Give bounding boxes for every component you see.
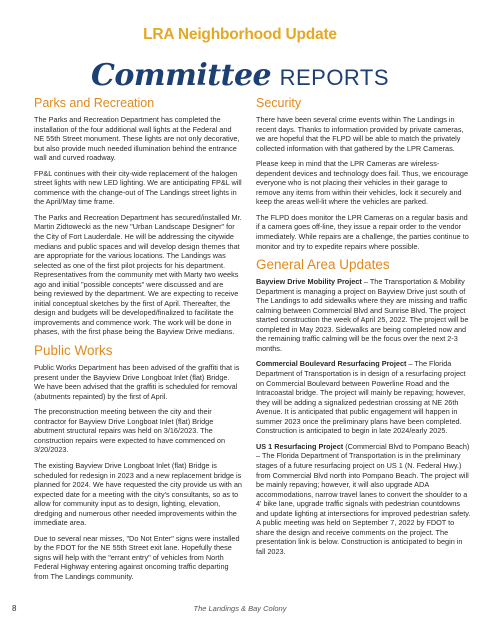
masthead-script-word: Committee bbox=[90, 58, 272, 93]
security-paragraph-1: There have been several crime events within The Landings in recent days. Thanks to information provided by private cameras, we are hopeful that the FLPD will be able to match the privately collected information with that gathered by the LPR Cameras. bbox=[256, 115, 464, 153]
public-works-heading: Public Works bbox=[34, 343, 113, 359]
newsletter-title: LRA Neighborhood Update bbox=[143, 26, 337, 43]
parks-paragraph-1: The Parks and Recreation Department has completed the installation of the four additional wall lights at the Federal and NE 55th Street monument. These lights are not only decorative, but also provide much needed illumination behind the entrance wall and curved roadway. bbox=[34, 115, 240, 163]
publication-name: The Landings & Bay Colony bbox=[193, 604, 287, 613]
general-item-commercial-text: – The Florida Department of Transportation is in design of a resurfacing project on Commercial Boulevard between Powerline Road and the Intracoastal bridge. The project will mainly be repaving; however, they will be adding a signalized pedestrian crossing at NE 26th Avenue. It is anticipated that public engagement will happen in summer 2023 once the preliminary plans have been completed. Construction is anticipated to begin in late 2024/early 2025. bbox=[256, 359, 466, 436]
general-item-us1-title: US 1 Resurfacing Project bbox=[256, 441, 344, 451]
general-updates-heading: General Area Updates bbox=[256, 257, 390, 273]
masthead-caps-word: REPORTS bbox=[279, 65, 390, 90]
right-column bbox=[256, 96, 472, 562]
general-item-commercial-title: Commercial Boulevard Resurfacing Project bbox=[256, 359, 407, 369]
general-item-commercial bbox=[256, 359, 472, 435]
security-heading: Security bbox=[256, 96, 302, 110]
left-column bbox=[34, 96, 242, 588]
page-number: 8 bbox=[12, 604, 17, 613]
parks-heading: Parks and Recreation bbox=[34, 96, 155, 110]
general-item-bayview bbox=[256, 277, 472, 353]
works-paragraph-3: The existing Bayview Drive Longboat Inlet (flat) Bridge is scheduled for redesign in 2023 and a new replacement bridge is planned for 2024. We have requested the city provide us with an expected date for a meeting with the city's consultants, so as to allow for community input as to design, lighting, elevation, dredging and numerous other needed improvements within the immediate area. bbox=[34, 460, 242, 528]
works-paragraph-1: Public Works Department has been advised of the graffiti that is present under the Bayview Drive Longboat Inlet (flat) Bridge. We have been advised that the graffiti is scheduled for removal (abutments repainted) by the first of April. bbox=[34, 363, 240, 401]
security-paragraph-3: The FLPD does monitor the LPR Cameras on a regular basis and if a camera goes off-line, they issue a repair order to the vendor immediately. While repairs are a challenge, the parties continue to monitor and try to expedite repairs where possible. bbox=[256, 212, 469, 251]
general-item-us1-text: (Commercial Blvd to Pompano Beach) – The Florida Department of Transportation is in the preliminary stages of a future resurfacing project on US 1 (N. Federal Hwy.) from Commercial Blvd north into Pompano Beach. The project will be mainly repaving; however, it will also upgrade ADA accommodations, narrow travel lanes to convert the shoulder to a 4' bike lane, upgrade traffic signals with pedestrian countdowns and update lighting at intersections for improved pedestrian safety. A public meeting was held on September 7, 2022 by FDOT to share the design and receive comments on the project. The presentation link is below. Construction is anticipated to begin in fall 2023. bbox=[256, 441, 471, 556]
section-masthead bbox=[0, 58, 480, 93]
works-paragraph-4: Due to several near misses, "Do Not Enter" signs were installed by the FDOT for the NE 55th Street exit lane. Hopefully these signs will help with the "errant entry" of vehicles from North Federal Highway entering against oncoming traffic departing from The Landings community. bbox=[34, 533, 240, 581]
general-item-us1 bbox=[256, 442, 472, 557]
general-item-bayview-text: – The Transportation & Mobility Department is managing a project on Bayview Drive just south of The Landings to add sidewalks where they are missing and traffic calming between Commercial Blvd and Sunrise Blvd. The project started construction the week of April 25, 2022. The project will be completed in May 2023. Sidewalks are being completed now and the remaining traffic calming will be the focus over the next 2-3 months. bbox=[256, 277, 469, 353]
parks-paragraph-3: The Parks and Recreation Department has secured/installed Mr. Martin Zidtowecki as the new "Urban Landscape Designer" for the City of Fort Lauderdale. He will be addressing the citywide medians and public spaces and will develop design themes that are appropriate for the various locations. The Landings was selected as one of the first pilot projects for his department. Representatives from the community met with Marty two weeks ago and initial "possible concepts" were discussed and are being reviewed by the department. We are expecting to receive initial conceptual sketches by the first of April. Thereafter, the design and budgets will be developed/finalized to facilitate the improvements and commence work. The work will be done in phases, with the first phase being the Bayview Drive medians. bbox=[34, 212, 242, 337]
parks-paragraph-2: FP&L continues with their city-wide replacement of the halogen street lights with new LED lighting. We are anticipating FP&L will commence with the change-out of The Landings street lights in the April/May time frame. bbox=[34, 168, 242, 207]
general-item-bayview-title: Bayview Drive Mobility Project bbox=[256, 277, 362, 287]
security-paragraph-2: Please keep in mind that the LPR Cameras are wireless-dependent devices and technology does fail. Thus, we encourage everyone who is not placing their vehicles in their garage to remove any items from within their vehicles, lock it securely and keep the areas well-lit where the vehicles are parked. bbox=[256, 159, 469, 207]
works-paragraph-2: The preconstruction meeting between the city and their contractor for Bayview Drive Longboat Inlet (flat) Bridge abutment structural repairs was held on 3/16/2023. The construction repairs were expected to have commenced on 3/20/2023. bbox=[34, 407, 226, 455]
